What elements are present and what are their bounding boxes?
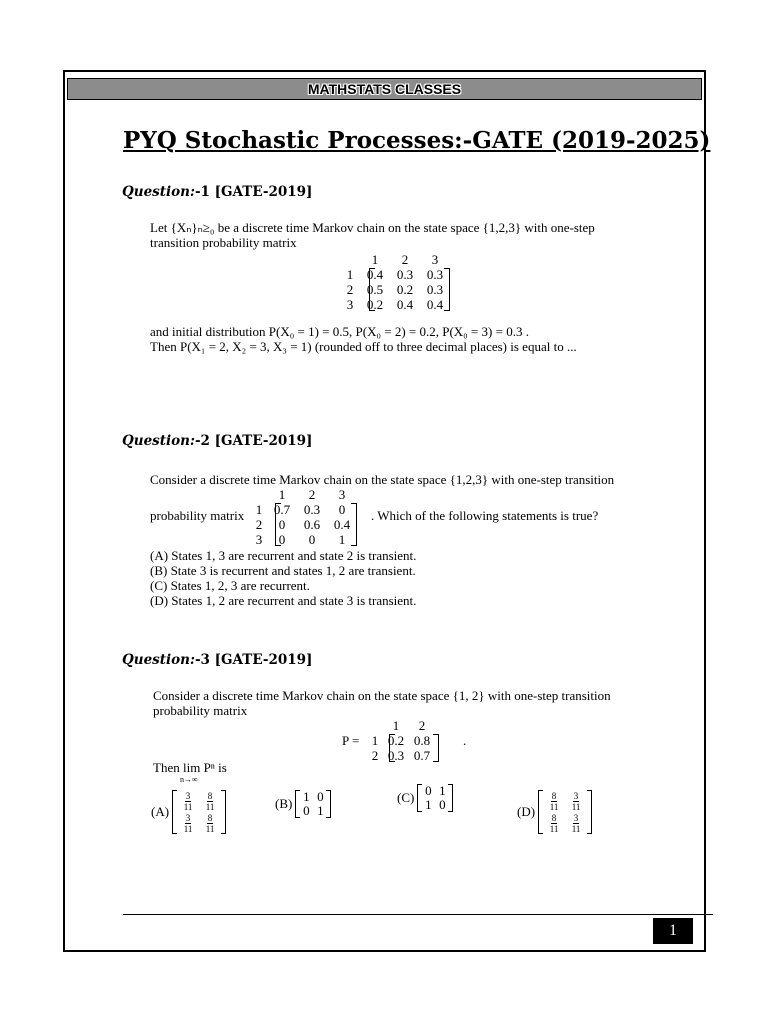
option-label: (D) — [517, 804, 536, 819]
q1-matrix-block — [340, 252, 450, 312]
fraction: $\frac{8}{11}$ — [205, 790, 215, 812]
matrix-cell: 0.6 — [303, 516, 321, 532]
matrix-cell: 0.3 — [396, 266, 414, 282]
row-header: 1 — [371, 732, 379, 748]
matrix-cell: 0.3 — [387, 747, 405, 763]
option-matrix — [538, 790, 592, 834]
col-header: 1 — [392, 717, 400, 733]
row-header: 2 — [371, 747, 379, 763]
fraction: $\frac{3}{11}$ — [571, 790, 581, 812]
matrix-cell: 0.4 — [426, 296, 444, 312]
fraction: $\frac{8}{11}$ — [205, 812, 215, 834]
page-number: 1 — [653, 918, 693, 944]
q2-line1: Consider a discrete time Markov chain on the state space {1,2,3} with one-step transition — [150, 472, 615, 487]
row-header: 3 — [255, 531, 263, 547]
footer-rule — [123, 914, 713, 915]
col-header: 2 — [401, 251, 409, 267]
option-label: (A) — [151, 804, 170, 819]
lim-text: lim — [182, 760, 201, 775]
question-label: Question: — [122, 433, 195, 449]
lim-subscript: n→∞ — [179, 775, 198, 784]
matrix-cell: 0.4 — [396, 296, 414, 312]
q2-option-d: (D) States 1, 2 are recurrent and state 3 is transient. — [150, 593, 417, 608]
q2-option-a: (A) States 1, 3 are recurrent and state 2 is transient. — [150, 548, 417, 563]
matrix-cell: 0 — [308, 531, 316, 547]
left-bracket — [389, 734, 395, 762]
fraction: $\frac{8}{11}$ — [549, 790, 559, 812]
limit-operator — [179, 760, 201, 784]
q3-then-line — [153, 760, 227, 784]
matrix-cell: 0.8 — [413, 732, 431, 748]
right-bracket — [433, 734, 439, 762]
p-power: Pⁿ — [203, 760, 215, 775]
row-header: 2 — [346, 281, 354, 297]
matrix-cell: 1 — [317, 803, 324, 818]
q3-dot: . — [463, 733, 467, 748]
matrix-cell: 0.4 — [366, 266, 384, 282]
q1-line3: and initial distribution P(X₀ = 1) = 0.5, P(X₀ = 2) = 0.2, P(X₀ = 3) = 0.3 . — [150, 324, 529, 339]
option-label: (C) — [397, 790, 415, 805]
matrix-cell: 1 — [338, 531, 346, 547]
matrix-cell: 0 — [278, 516, 286, 532]
fraction: $\frac{3}{11}$ — [183, 812, 193, 834]
right-bracket — [444, 268, 450, 311]
q3-p-label: P = — [342, 733, 360, 748]
matrix-cell: 1 — [425, 797, 432, 812]
option-matrix — [417, 784, 453, 812]
q1-matrix-grid — [340, 252, 450, 312]
matrix-cell: 0 — [317, 789, 324, 804]
question-number: -3 [GATE-2019] — [194, 652, 313, 668]
matrix-cell: 0 — [425, 783, 432, 798]
option-label: (B) — [275, 796, 293, 811]
q3-line1: Consider a discrete time Markov chain on the state space {1, 2} with one-step transition — [153, 688, 611, 703]
matrix-cell: 0 — [439, 797, 446, 812]
right-bracket — [351, 503, 357, 546]
fraction: $\frac{3}{11}$ — [183, 790, 193, 812]
row-header: 2 — [255, 516, 263, 532]
q2-after: . Which of the following statements is true? — [371, 508, 599, 523]
banner-text: MATHSTATS CLASSES — [307, 81, 462, 97]
matrix-cell: 0 — [338, 501, 346, 517]
q1-line2: transition probability matrix — [150, 235, 297, 250]
row-header: 1 — [346, 266, 354, 282]
matrix-cell: 0.3 — [303, 501, 321, 517]
fraction: $\frac{8}{11}$ — [549, 812, 559, 834]
q2-option-c: (C) States 1, 2, 3 are recurrent. — [150, 578, 310, 593]
page-title: PYQ Stochastic Processes:-GATE (2019-2025) — [123, 127, 711, 154]
q3-option-b — [275, 790, 331, 818]
matrix-cell: 1 — [439, 783, 446, 798]
option-matrix — [295, 790, 331, 818]
col-header: 2 — [418, 717, 426, 733]
page-frame — [63, 70, 711, 952]
then-word: Then — [153, 760, 180, 775]
q2-option-b: (B) State 3 is recurrent and states 1, 2 are transient. — [150, 563, 416, 578]
question-label: Question: — [122, 184, 195, 200]
header-banner — [67, 78, 702, 100]
q3-matrix-grid — [367, 718, 435, 763]
is-word: is — [218, 760, 227, 775]
q2-prefix: probability matrix — [150, 508, 245, 523]
row-header: 1 — [255, 501, 263, 517]
question-number: -1 [GATE-2019] — [194, 184, 313, 200]
matrix-cell: 1 — [303, 789, 310, 804]
q3-option-a — [151, 790, 226, 834]
question-number: -2 [GATE-2019] — [194, 433, 313, 449]
matrix-cell: 0.2 — [396, 281, 414, 297]
matrix-cell: 0 — [303, 803, 310, 818]
q1-line4: Then P(X₁ = 2, X₂ = 3, X₃ = 1) (rounded off to three decimal places) is equal to ... — [150, 339, 577, 354]
left-bracket — [369, 268, 375, 311]
col-header: 1 — [371, 251, 379, 267]
q2-matrix-block — [251, 487, 357, 547]
col-header: 3 — [431, 251, 439, 267]
q3-line2: probability matrix — [153, 703, 248, 718]
col-header: 1 — [278, 486, 286, 502]
q3-matrix-block — [367, 718, 435, 763]
col-header: 3 — [338, 486, 346, 502]
q2-matrix-grid — [251, 487, 357, 547]
row-header: 3 — [346, 296, 354, 312]
matrix-cell: 0.3 — [426, 281, 444, 297]
question-label: Question: — [122, 652, 195, 668]
fraction: $\frac{3}{11}$ — [571, 812, 581, 834]
left-bracket — [275, 503, 281, 546]
question-1-heading — [122, 184, 312, 200]
matrix-cell: 0.7 — [413, 747, 431, 763]
matrix-cell: 0.4 — [333, 516, 351, 532]
question-2-heading — [122, 433, 312, 449]
matrix-cell: 0.2 — [366, 296, 384, 312]
q1-line1: Let {Xₙ}ₙ≥₀ be a discrete time Markov chain on the state space {1,2,3} with one-step — [150, 220, 595, 235]
matrix-cell: 0.7 — [273, 501, 291, 517]
matrix-cell: 0.3 — [426, 266, 444, 282]
matrix-cell: 0 — [278, 531, 286, 547]
col-header: 2 — [308, 486, 316, 502]
option-matrix — [172, 790, 226, 834]
matrix-cell: 0.5 — [366, 281, 384, 297]
q3-option-d — [517, 790, 592, 834]
matrix-cell: 0.2 — [387, 732, 405, 748]
q3-option-c — [397, 784, 453, 812]
question-3-heading — [122, 652, 312, 668]
